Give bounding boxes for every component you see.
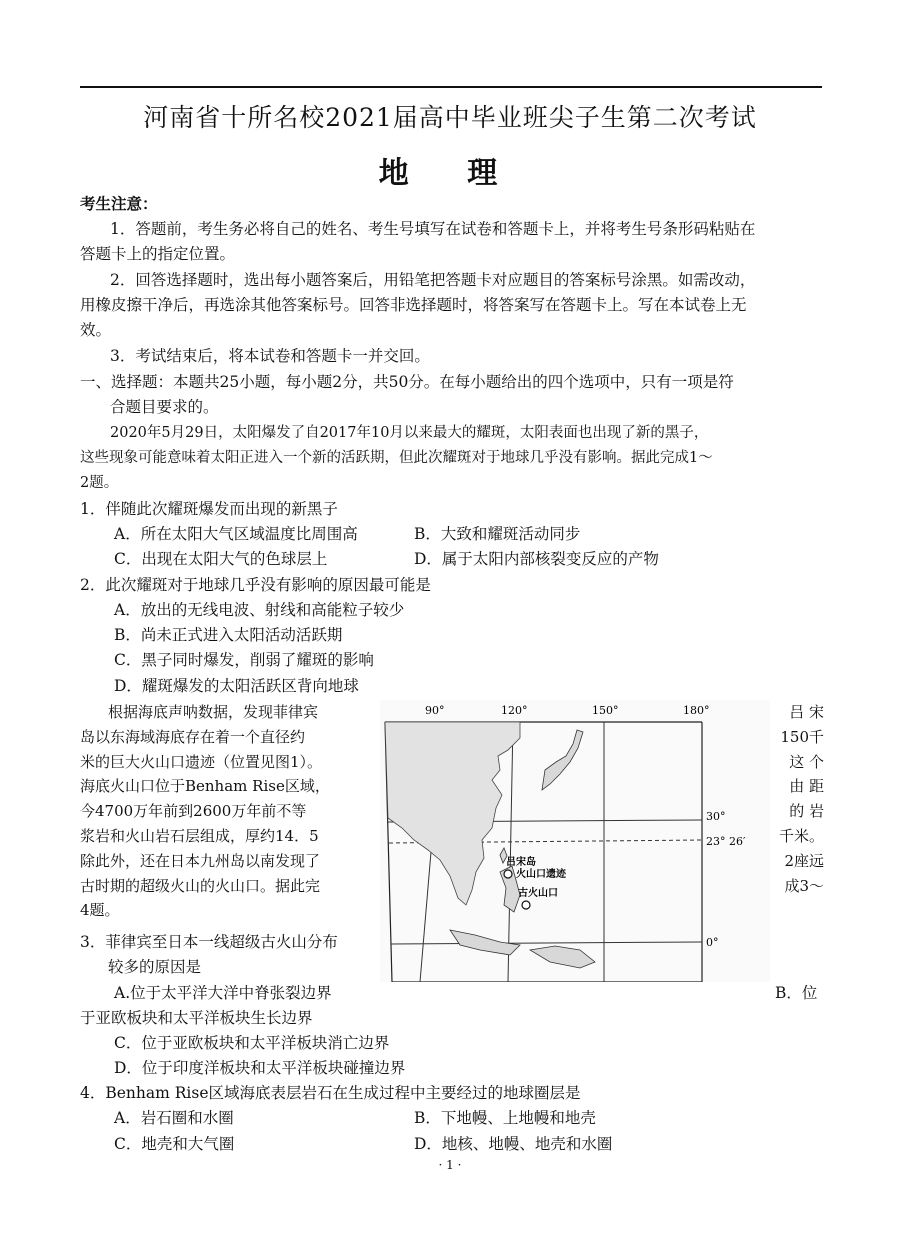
passage-2-left — [80, 700, 357, 923]
lon-label-120: 120° — [501, 704, 528, 717]
lat-label-tropic: 23° 26′ — [706, 835, 746, 848]
notice-item-1: 1．答题前，考生务必将自己的姓名、考生号填写在试卷和答题卡上，并将考生号条形码粘贴在 — [110, 220, 756, 238]
notice-heading: 考生注意： — [80, 194, 158, 213]
q4-option-d: D．地核、地幔、地壳和水圈 — [414, 1135, 613, 1153]
passage-2-line: 这 个 — [789, 752, 824, 771]
q4-stem: 4．Benham Rise区域海底表层岩石在生成过程中主要经过的地球圈层是 — [80, 1084, 581, 1102]
passage-2-line: 成3～ — [784, 876, 824, 895]
q3-option-a: A.位于太平洋大洋中脊张裂边界 — [114, 984, 332, 1002]
notice-item-2: 2．回答选择题时，选出每小题答案后，用铅笔把答题卡对应题目的答案标号涂黑。如需改动， — [110, 271, 756, 289]
section-1-heading: 一、选择题：本题共25小题，每小题2分，共50分。在每小题给出的四个选项中，只有一项是符 — [80, 373, 734, 391]
notice-item-1-cont: 答题卡上的指定位置。 — [80, 245, 236, 263]
passage-2-right — [772, 700, 824, 898]
q1-option-d: D．属于太阳内部核裂变反应的产物 — [414, 550, 659, 568]
q3-stem-cont: 较多的原因是 — [108, 958, 202, 976]
ancient-crater-marker — [522, 901, 530, 909]
q3-option-d: D．位于印度洋板块和太平洋板块碰撞边界 — [114, 1059, 406, 1077]
q1-option-c: C．出现在太阳大气的色球层上 — [114, 550, 328, 568]
passage-2-line: 根据海底声呐数据，发现菲律宾 — [108, 703, 319, 721]
passage-2-line: 米的巨大火山口遗迹（位置见图1）。 — [80, 752, 323, 771]
passage-1-cont2: 2题。 — [80, 475, 119, 491]
q3-stem: 3．菲律宾至日本一线超级古火山分布 — [80, 933, 338, 951]
passage-2-line: 浆岩和火山岩石层组成，厚约14．5 — [80, 826, 319, 845]
notice-item-2-cont2: 效。 — [80, 321, 112, 339]
passage-2-line: 吕 宋 — [789, 703, 824, 721]
q2-option-d: D．耀斑爆发的太阳活跃区背向地球 — [114, 677, 359, 695]
passage-2-line: 2座远 — [784, 851, 824, 870]
q2-option-b: B．尚未正式进入太阳活动活跃期 — [114, 626, 343, 644]
passage-2-line: 除此外，还在日本九州岛以南发现了 — [80, 851, 321, 870]
passage-2-line: 今4700万年前到2600万年前不等 — [80, 802, 307, 821]
crater-remains-label: 火山口遗迹 — [516, 869, 566, 880]
lon-label-180: 180° — [683, 704, 710, 717]
notice-item-3: 3．考试结束后，将本试卷和答题卡一并交回。 — [110, 347, 430, 365]
section-1-heading-cont: 合题目要求的。 — [110, 398, 219, 416]
exam-title: 河南省十所名校2021届高中毕业班尖子生第二次考试 — [143, 103, 757, 132]
passage-2-line: 的 岩 — [789, 802, 824, 821]
q3-option-b-cont: 于亚欧板块和太平洋板块生长边界 — [80, 1009, 313, 1027]
luzon-label: 吕宋岛 — [506, 857, 536, 868]
crater-remains-marker — [504, 870, 512, 878]
lat-label-30: 30° — [706, 810, 726, 823]
q4-option-c: C．地壳和大气圈 — [114, 1135, 235, 1153]
ancient-crater-label: 古火山口 — [518, 888, 558, 899]
q4-option-a: A．岩石圈和水圈 — [114, 1109, 234, 1127]
passage-2-line: 150千 — [780, 727, 824, 746]
q3-option-b-start: B．位 — [775, 984, 818, 1002]
q2-stem: 2．此次耀斑对于地球几乎没有影响的原因最可能是 — [80, 576, 431, 594]
q1-option-a: A．所在太阳大气区域温度比周围高 — [114, 525, 358, 543]
q1-stem: 1．伴随此次耀斑爆发而出现的新黑子 — [80, 500, 338, 518]
lon-label-150: 150° — [592, 704, 619, 717]
q3-option-c: C．位于亚欧板块和太平洋板块消亡边界 — [114, 1034, 390, 1052]
q1-option-b: B．大致和耀斑活动同步 — [414, 525, 581, 543]
lon-label-90: 90° — [425, 704, 445, 717]
passage-1: 2020年5月29日，太阳爆发了自2017年10月以来最大的耀斑，太阳表面也出现了新的黑子， — [110, 425, 709, 441]
subject-title: 地 理 — [378, 156, 522, 191]
passage-2-line: 古时期的超级火山的火山口。据此完 — [80, 876, 321, 895]
q2-option-a: A．放出的无线电波、射线和高能粒子较少 — [114, 601, 405, 619]
lat-label-0: 0° — [706, 936, 719, 949]
notice-item-2-cont: 用橡皮擦干净后，再选涂其他答案标号。回答非选择题时，将答案写在答题卡上。写在本试卷上无 — [80, 296, 747, 314]
figure-1-map — [380, 700, 770, 982]
q2-option-c: C．黑子同时爆发，削弱了耀斑的影响 — [114, 651, 374, 669]
passage-2-line: 由 距 — [789, 777, 824, 796]
top-rule — [80, 86, 822, 88]
q4-option-b: B．下地幔、上地幔和地壳 — [414, 1109, 596, 1127]
page-number: · 1 · — [438, 1158, 462, 1172]
passage-1-cont: 这些现象可能意味着太阳正进入一个新的活跃期，但此次耀斑对于地球几乎没有影响。据此完成1～ — [80, 450, 713, 466]
passage-2-line: 4题。 — [80, 901, 120, 920]
passage-2-line: 岛以东海域海底存在着一个直径约 — [80, 727, 306, 746]
passage-2-line: 海底火山口位于Benham Rise区域， — [80, 777, 330, 796]
passage-2-line: 千米。 — [778, 826, 824, 845]
